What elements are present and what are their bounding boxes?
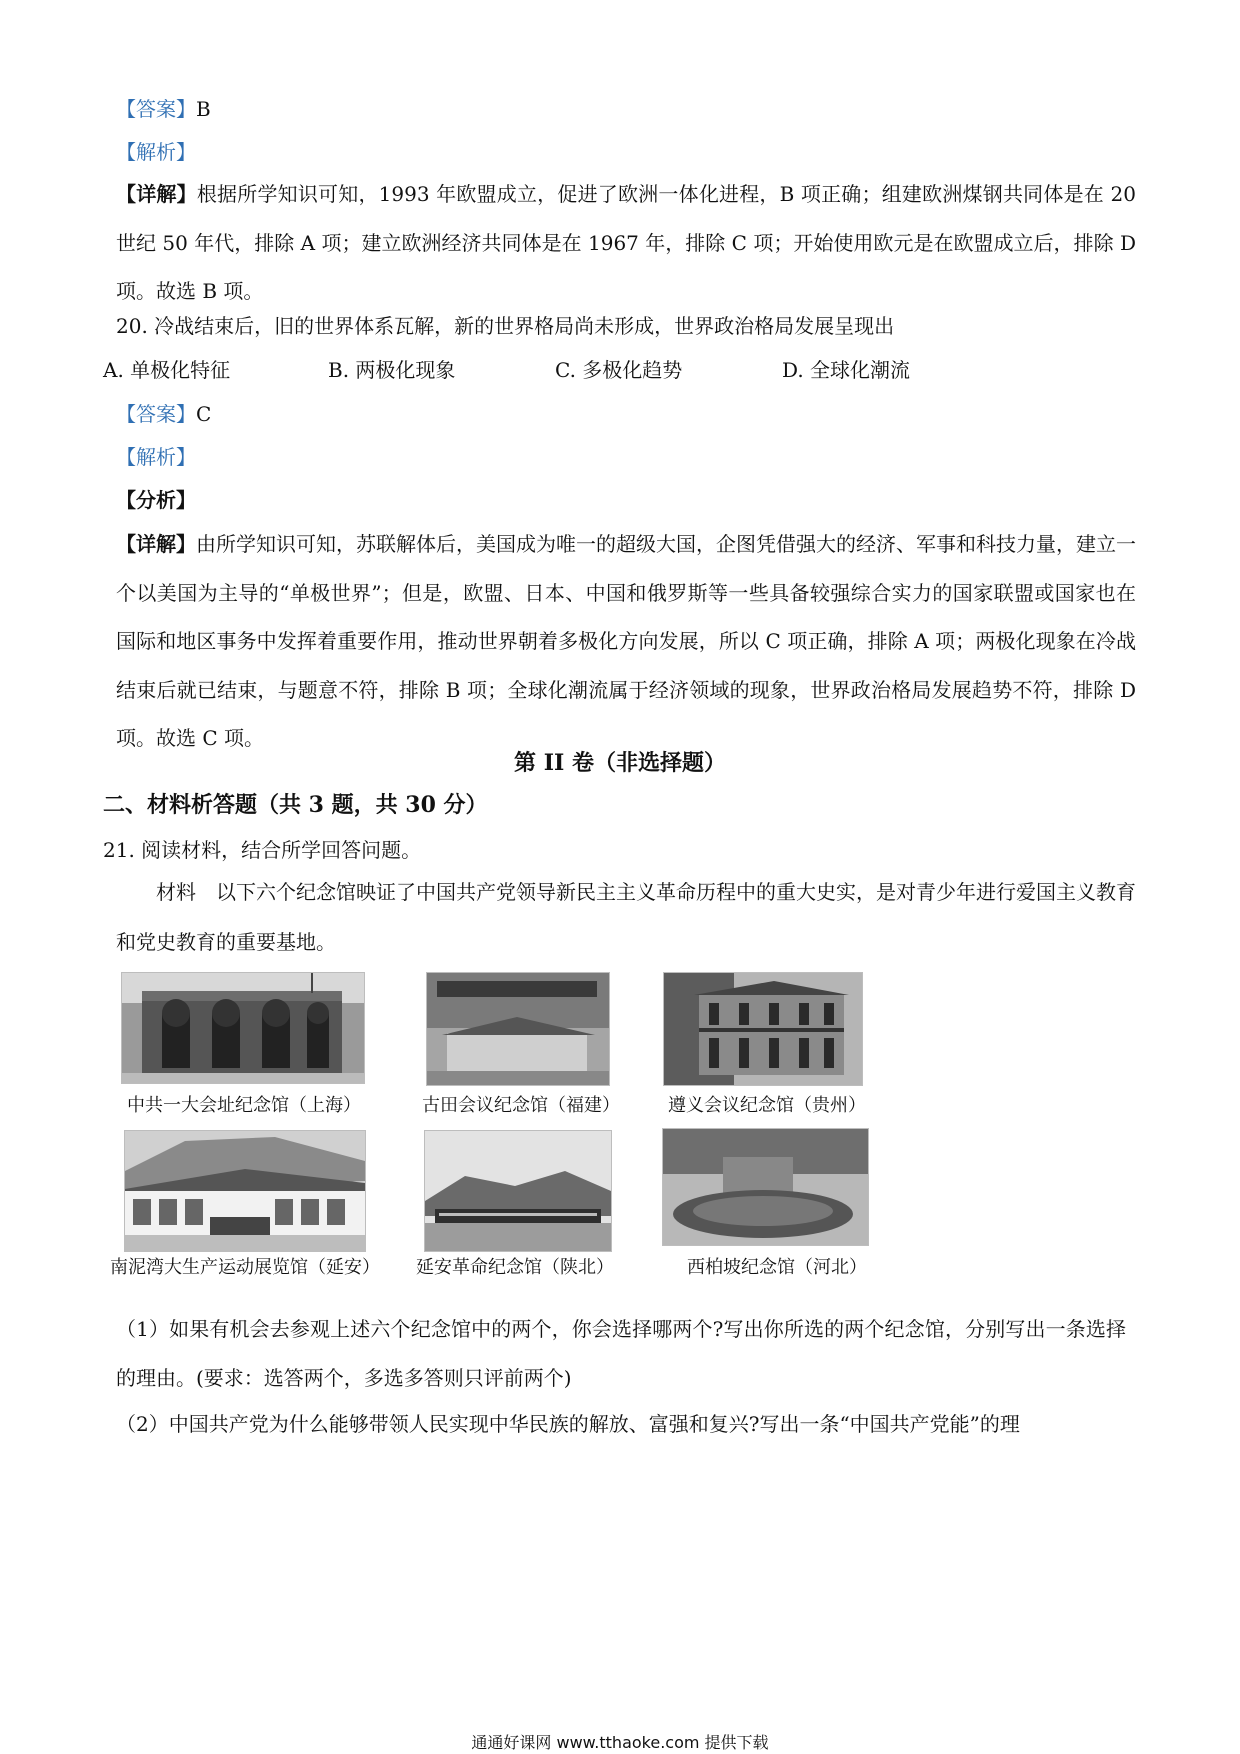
q20-detail: [116, 520, 1136, 763]
q20-option-b: B. 两极化现象: [328, 358, 456, 382]
q19-detail: [116, 170, 1136, 316]
photo-yanan: [424, 1130, 612, 1252]
detail-tag: 【详解】: [116, 182, 197, 206]
photo-xibaipo: [662, 1128, 869, 1246]
q20-answer: [116, 402, 1136, 426]
photo-zunyi: [663, 972, 863, 1086]
answer-value: B: [196, 97, 211, 121]
q20-option-c: C. 多极化趋势: [555, 358, 683, 382]
answer-tag: 【答案】: [116, 402, 196, 426]
detail-tag: 【详解】: [116, 532, 196, 556]
detail-text: 根据所学知识可知，1993 年欧盟成立，促进了欧洲一体化进程，B 项正确；组建欧洲煤钢共同体是在 20 世纪 50 年代，排除 A 项；建立欧洲经济共同体是在 1967 年，排除 C 项；开始使用欧元是在欧盟成立后，排除 D 项。故选 B 项。: [116, 182, 1136, 303]
detail-text: 由所学知识可知，苏联解体后，美国成为唯一的超级大国，企图凭借强大的经济、军事和科技力量，建立一个以美国为主导的“单极世界”；但是，欧盟、日本、中国和俄罗斯等一些具备较强综合实力的国家联盟或国家也在国际和地区事务中发挥着重要作用，推动世界朝着多极化方向发展，所以 C 项正确，排除 A 项；两极化现象在冷战结束后就已结束，与题意不符，排除 B 项；全球化潮流属于经济领域的现象，世界政治格局发展趋势不符，排除 D 项。故选 C 项。: [116, 532, 1136, 750]
part2-title: 第 II 卷（非选择题）: [514, 750, 726, 776]
q19-analysis-tag: 【解析】: [116, 140, 196, 164]
q20-option-a: A. 单极化特征: [103, 358, 231, 382]
photo-yidahuizhi: [121, 972, 365, 1084]
caption-zunyi: 遵义会议纪念馆（贵州）: [668, 1095, 866, 1116]
q19-answer: [116, 97, 1136, 121]
q20-stem: 20. 冷战结束后，旧的世界体系瓦解，新的世界格局尚未形成，世界政治格局发展呈现出: [116, 314, 895, 338]
q20-option-d: D. 全球化潮流: [782, 358, 911, 382]
caption-yanan: 延安革命纪念馆（陕北）: [416, 1257, 614, 1278]
q20-analysis-tag: 【解析】: [116, 445, 196, 469]
q21-sub1: （1）如果有机会去参观上述六个纪念馆中的两个，你会选择哪两个?写出你所选的两个纪念馆，分别写出一条选择的理由。(要求：选答两个，多选多答则只评前两个): [116, 1317, 1126, 1390]
photo-gutian: [426, 972, 610, 1086]
photo-nanniwan: [124, 1130, 366, 1252]
q21-sub2: （2）中国共产党为什么能够带领人民实现中华民族的解放、富强和复兴?写出一条“中国共产党能”的理: [116, 1412, 1020, 1436]
footer-watermark: 通通好课网 www.tthaoke.com 提供下载: [471, 1733, 769, 1752]
q20-fenxi-tag: 【分析】: [116, 488, 196, 512]
q21-stem: 21. 阅读材料，结合所学回答问题。: [103, 838, 422, 862]
caption-xibaipo: 西柏坡纪念馆（河北）: [687, 1257, 867, 1278]
answer-tag: 【答案】: [116, 97, 196, 121]
section2-title: 二、材料析答题（共 3 题，共 30 分）: [103, 792, 488, 818]
q21-material: 材料 以下六个纪念馆映证了中国共产党领导新民主主义革命历程中的重大史实，是对青少年进行爱国主义教育和党史教育的重要基地。: [116, 880, 1136, 954]
answer-value: C: [196, 402, 212, 426]
caption-gutian: 古田会议纪念馆（福建）: [422, 1095, 620, 1116]
caption-nanniwan: 南泥湾大生产运动展览馆（延安）: [110, 1257, 380, 1278]
caption-yidahuizhi: 中共一大会址纪念馆（上海）: [127, 1095, 361, 1116]
